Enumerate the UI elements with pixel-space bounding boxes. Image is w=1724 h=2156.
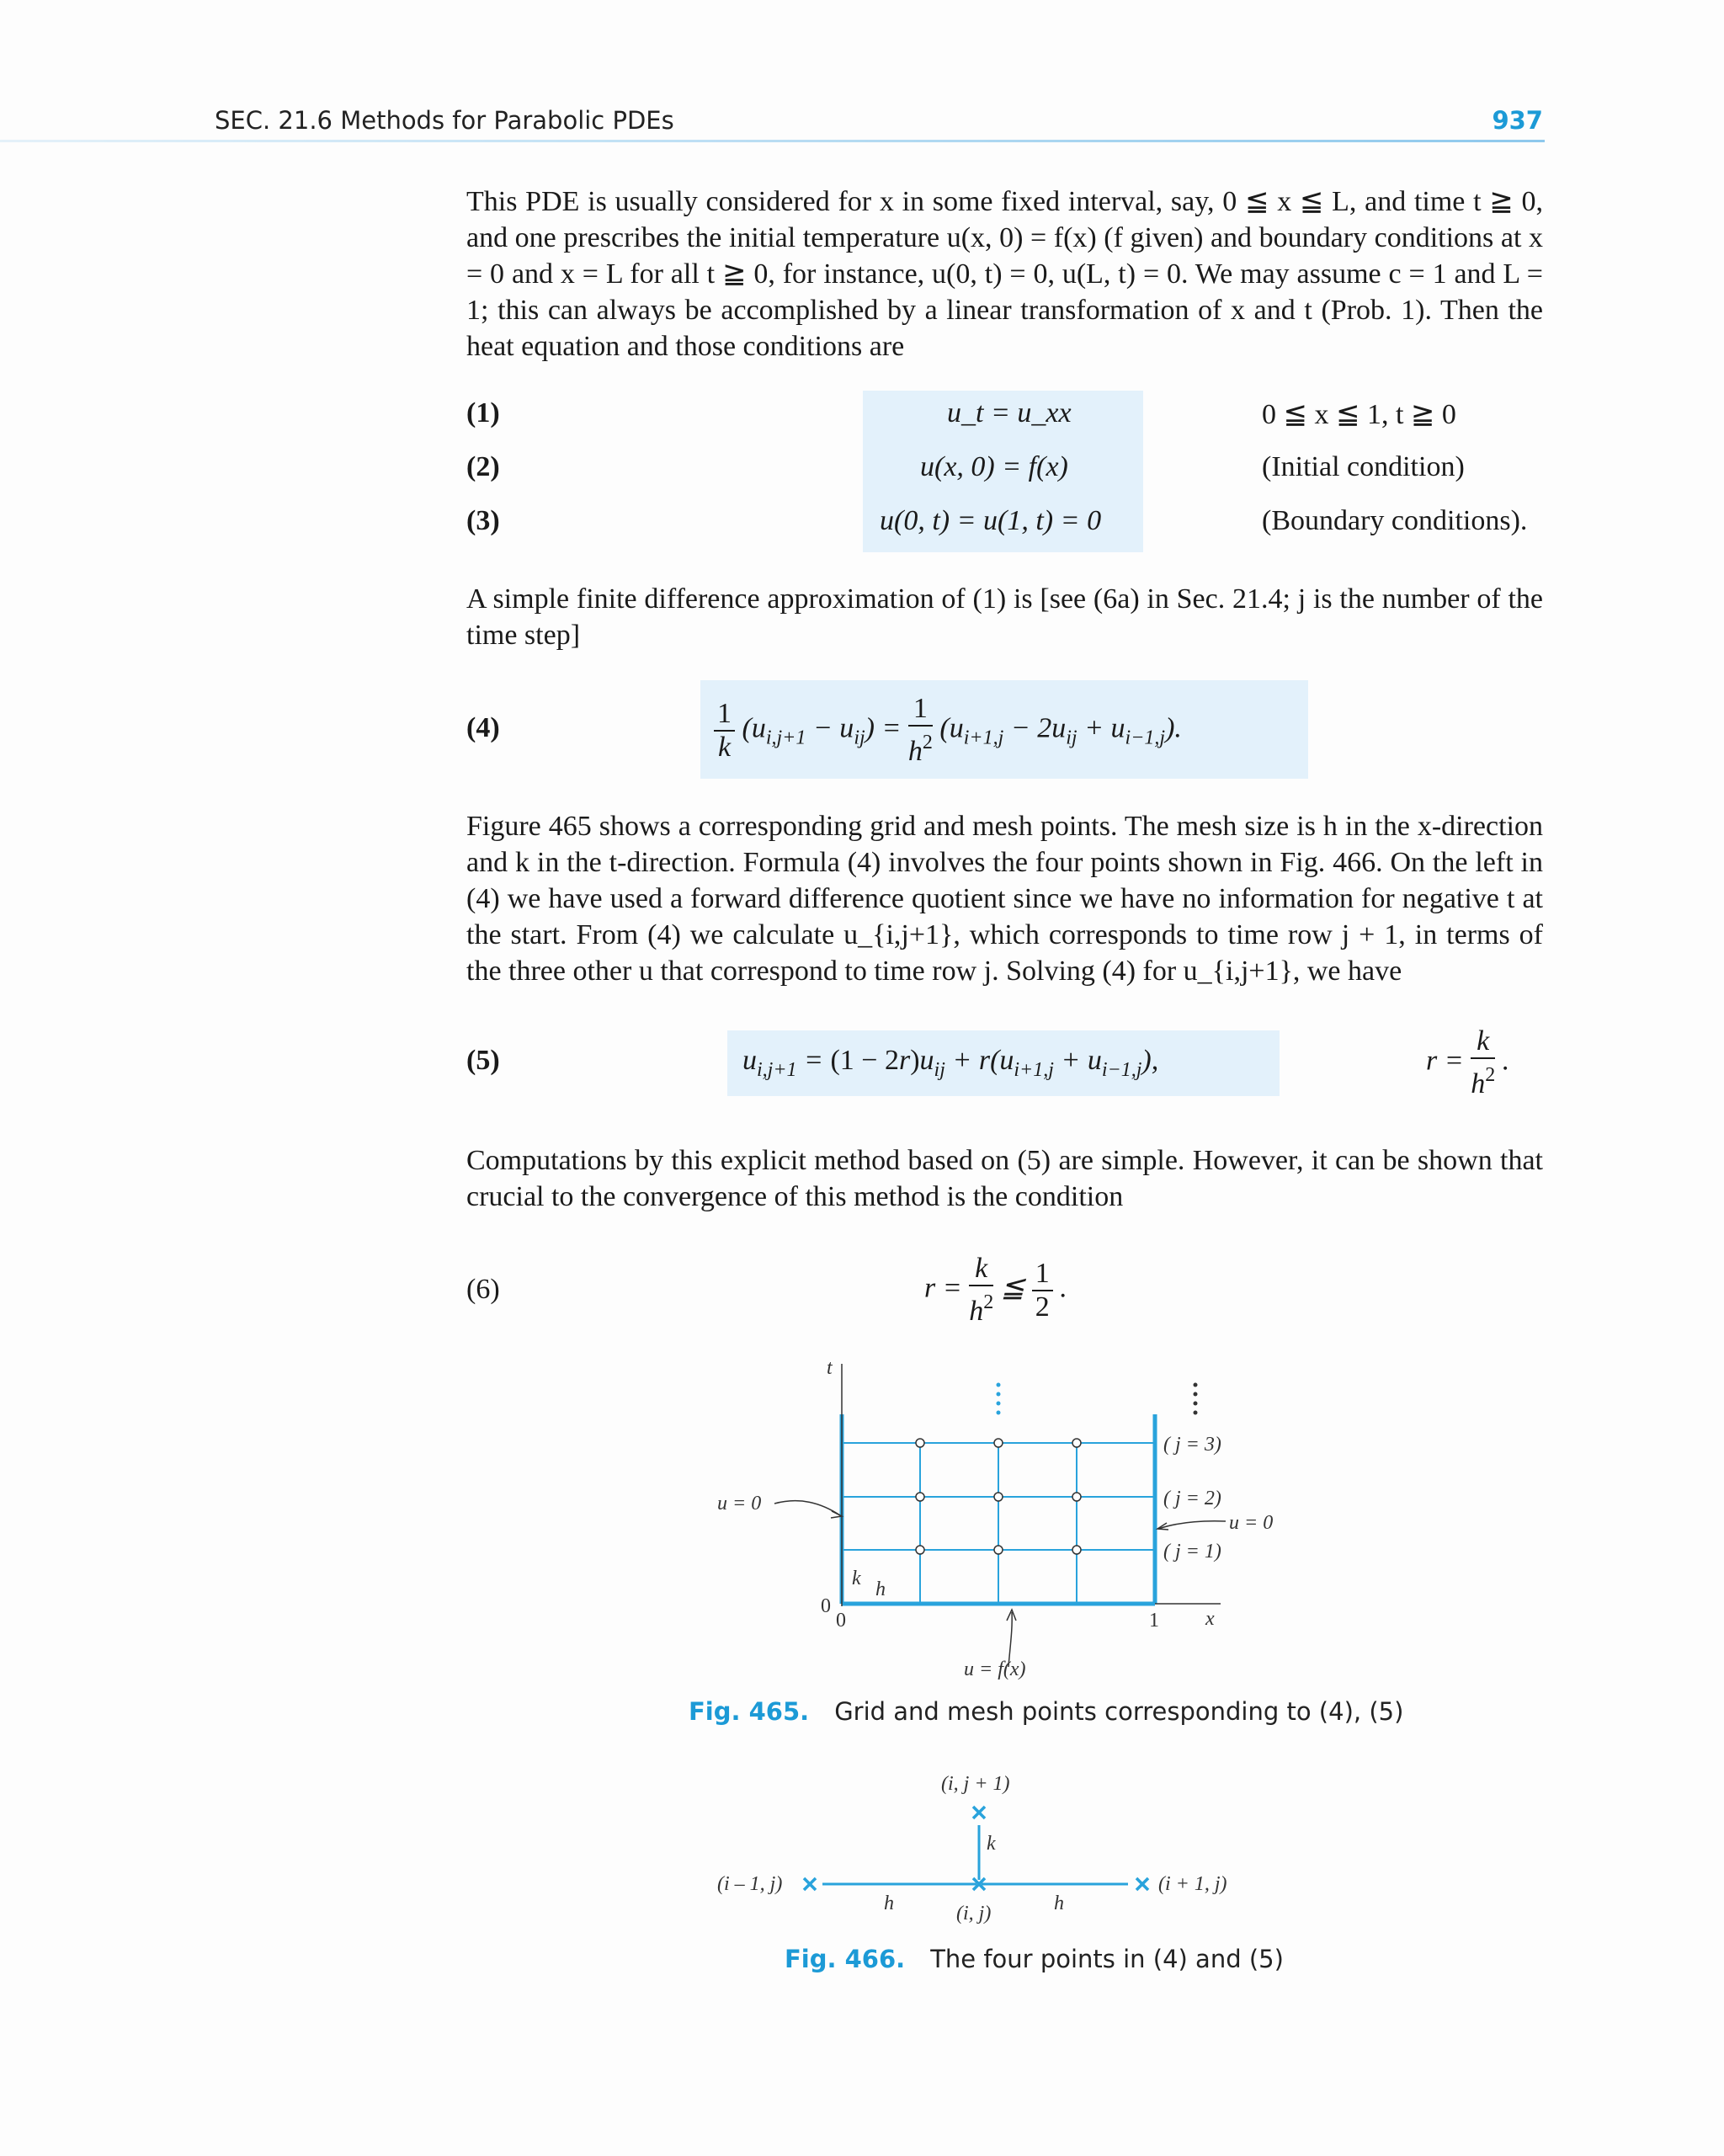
eq5: $u_{i,j+1} = (1 - 2r)u_{ij} + r(u_{i+1,j} + u_{i-1,j})$,: [742, 1045, 1159, 1081]
eq6: r = $\frac{k}{h^2}$ ≦ $\frac{1}{2}$ .: [924, 1253, 1067, 1327]
fig465-j2-label: ( j = 2): [1163, 1488, 1221, 1509]
fig465-grid-lines: [842, 1440, 1155, 1604]
fig465-right-arrow: [1158, 1521, 1226, 1529]
paragraph-3-text: Figure 465 shows a corresponding grid and mesh points. The mesh size is h in the x-direction and k in the t-direction. Formula (4) involves the four points shown in Fig. 466. On the left in (4) we have used a forward difference quotient since we have no information for negative t at the start. From (4) we calculate u_{i,j+1}, which corresponds to time row j + 1, in terms of the three other u that correspond to time row j. Solving (4) for u_{i,j+1}, we have: [466, 811, 1543, 987]
fig466-caption-text: The four points in (4) and (5): [930, 1945, 1284, 1973]
eq4: $\frac{1}{k}$ $(u_{i,j+1} - u_{ij})$ = $\frac{1}{h^2}$ $(u_{i+1,j} - 2u_{ij} + u_{i-1,j})$.: [714, 693, 1182, 768]
fig465-k-label: k: [852, 1568, 861, 1589]
header-rule: [0, 140, 1545, 142]
fig466-caption-number: Fig. 466.: [785, 1945, 906, 1973]
paragraph-3: [466, 808, 1543, 989]
section-title: SEC. 21.6 Methods for Parabolic PDEs: [215, 106, 674, 135]
fig465-j3-label: ( j = 3): [1163, 1434, 1221, 1456]
fig465-grid-diagram: [690, 1339, 1313, 1692]
eq3-label: (3): [466, 505, 500, 536]
fig466-right-label: (i + 1, j): [1158, 1873, 1227, 1895]
page-number: 937: [1492, 106, 1543, 135]
fig465-j1-label: ( j = 1): [1163, 1541, 1221, 1562]
fig465-one-label: 1: [1149, 1610, 1159, 1632]
fig465-initial-label: u = f(x): [964, 1658, 1026, 1680]
paragraph-2: [466, 581, 1543, 653]
eq4-label: (4): [466, 712, 500, 743]
fig466-points: [804, 1807, 1148, 1890]
fig466-top-label: (i, j + 1): [941, 1773, 1010, 1795]
eq1: u_t = u_xx: [947, 397, 1072, 429]
eq3: u(0, t) = u(1, t) = 0: [880, 505, 1102, 536]
fig466-left-label: (i – 1, j): [717, 1873, 783, 1895]
fig465-caption: [689, 1697, 1403, 1726]
fig465-h-label: h: [875, 1578, 886, 1600]
fig466-stencil-lines: [822, 1825, 1128, 1884]
fig465-origin-bottom: 0: [836, 1610, 846, 1632]
running-header: [215, 99, 1543, 141]
eq2-condition: (Initial condition): [1262, 451, 1465, 482]
fig465-dots-right: [1194, 1383, 1198, 1415]
fig465-caption-number: Fig. 465.: [689, 1697, 810, 1726]
paragraph-4-text: Computations by this explicit method based on (5) are simple. However, it can be shown that crucial to the convergence of this method is the condition: [466, 1145, 1543, 1212]
fig465-caption-text: Grid and mesh points corresponding to (4), (5): [834, 1697, 1404, 1726]
paragraph-1: [466, 184, 1543, 365]
fig466-h-right: h: [1054, 1892, 1064, 1914]
fig466-h-left: h: [884, 1892, 894, 1914]
fig465-left-bc: u = 0: [717, 1493, 762, 1515]
eq2-label: (2): [466, 451, 500, 482]
fig465-x-label: x: [1205, 1608, 1215, 1630]
eq1-condition: 0 ≦ x ≦ 1, t ≧ 0: [1262, 399, 1456, 430]
eq5-label: (5): [466, 1045, 500, 1076]
eq2: u(x, 0) = f(x): [920, 451, 1068, 482]
fig465-dots-middle: [997, 1383, 1001, 1415]
paragraph-2-text: A simple finite difference approximation of (1) is [see (6a) in Sec. 21.4; j is the number of the time step]: [466, 583, 1543, 651]
fig466-stencil-diagram: [707, 1759, 1263, 1928]
eq5-r-definition: r = $\frac{k}{h^2}$ .: [1426, 1025, 1510, 1099]
fig466-k-label: k: [987, 1833, 996, 1855]
eq6-label: (6): [466, 1274, 500, 1305]
paragraph-4: [466, 1142, 1543, 1215]
paragraph-1-text: This PDE is usually considered for x in some fixed interval, say, 0 ≦ x ≦ L, and time t ≧ 0, and one prescribes the initial temperature u(x, 0) = f(x) (f given) and boundary conditions at x = 0 and x = L for all t ≧ 0, for instance, u(0, t) = 0, u(L, t) = 0. We may assume c = 1 and L = 1; this can always be accomplished by a linear transformation of x and t (Prob. 1). Then the heat equation and those conditions are: [466, 186, 1543, 362]
fig465-right-bc: u = 0: [1229, 1512, 1274, 1534]
eq3-condition: (Boundary conditions).: [1262, 505, 1528, 536]
fig465-left-arrow: [774, 1501, 840, 1515]
fig466-caption: [785, 1945, 1284, 1973]
fig465-origin-left: 0: [821, 1595, 831, 1617]
eq1-label: (1): [466, 397, 500, 429]
fig465-t-label: t: [827, 1357, 833, 1379]
fig466-center-label: (i, j): [956, 1903, 992, 1924]
